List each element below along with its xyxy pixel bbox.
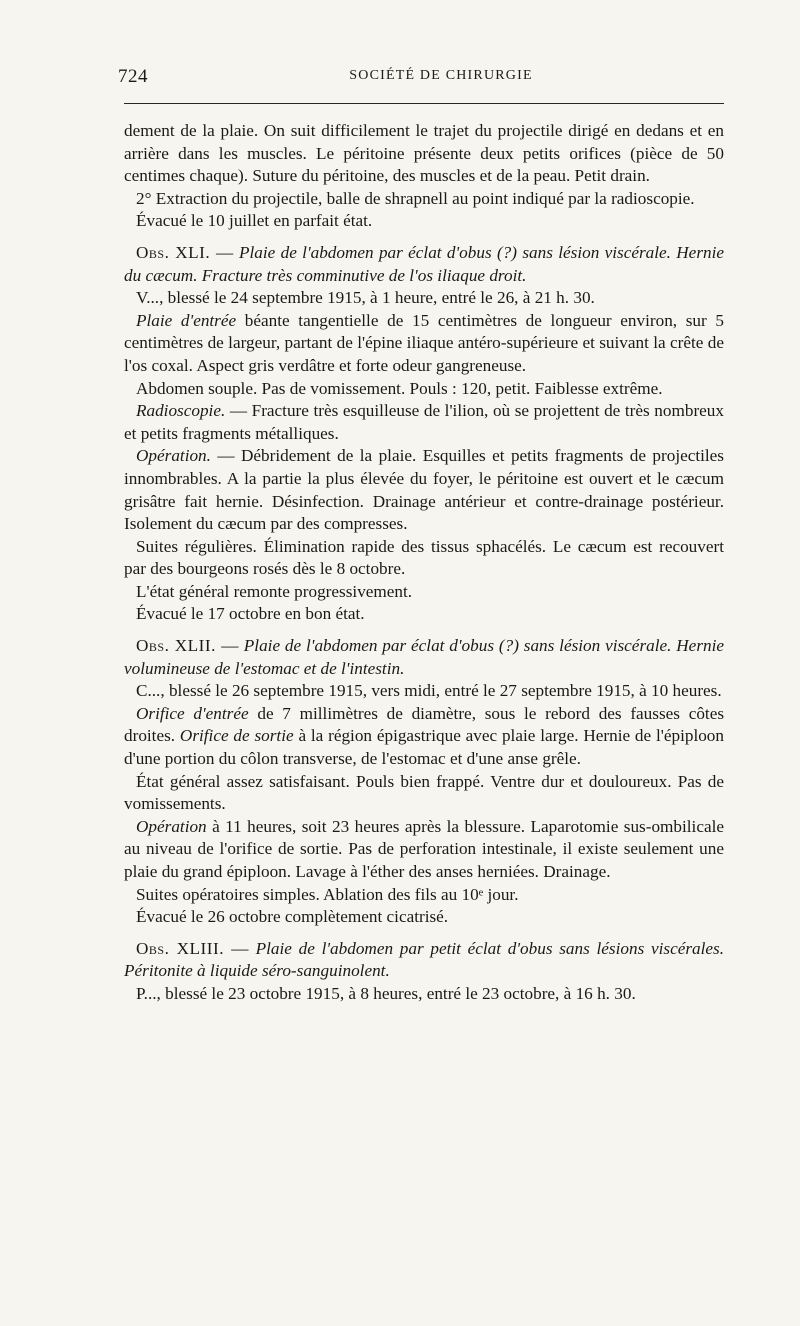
paragraph: Suites régulières. Élimination rapide des tissus sphacélés. Le cæcum est recouvert par des bourgeons rosés dès le 8 octobre. xyxy=(124,536,724,579)
observation-heading xyxy=(124,242,724,287)
paragraph: Évacué le 26 octobre complètement cicatrisé. xyxy=(136,907,449,927)
paragraph: Abdomen souple. Pas de vomissement. Pouls : 120, petit. Faiblesse extrême. xyxy=(136,378,663,398)
observation-title: Plaie de l'abdomen par petit éclat d'obus sans lésions viscérales. Péritonite à liquide séro-sanguinolent. xyxy=(124,938,725,981)
paragraph: V..., blessé le 24 septembre 1915, à 1 heure, entré le 26, à 21 h. 30. xyxy=(136,288,595,308)
section-label: Orifice de sortie xyxy=(179,726,294,746)
observation-label: Obs. XLIII. — xyxy=(136,938,249,958)
observation-label: Obs. XLII. — xyxy=(136,636,239,656)
observation-heading xyxy=(124,938,724,983)
section-label: Radioscopie. xyxy=(136,401,226,421)
page-number: 724 xyxy=(118,66,148,87)
section-text: à la région épigastrique avec plaie large. Hernie de l'épiploon d'une portion du côlon transverse, de l'estomac et d'une anse grêle. xyxy=(124,726,724,769)
section-text: — Fracture très esquilleuse de l'ilion, où se projettent de très nombreux et petits fragments métalliques. xyxy=(124,401,724,443)
paragraph xyxy=(124,400,724,445)
paragraph xyxy=(124,445,724,535)
paragraph: Suites opératoires simples. Ablation des fils au 10ᵉ jour. xyxy=(136,884,519,904)
paragraph: Évacué le 17 octobre en bon état. xyxy=(136,604,365,624)
page-header xyxy=(118,66,724,90)
paragraph: 2° Extraction du projectile, balle de shrapnell au point indiqué par la radioscopie. xyxy=(136,188,695,208)
paragraph: L'état général remonte progressivement. xyxy=(136,581,413,601)
header-rule xyxy=(124,103,724,104)
observation-title: Plaie de l'abdomen par éclat d'obus (?) sans lésion viscérale. Hernie du cæcum. Fracture très comminutive de l'os iliaque droit. xyxy=(124,242,725,285)
section-label: Opération. xyxy=(136,446,211,466)
running-head: SOCIÉTÉ DE CHIRURGIE xyxy=(349,68,533,83)
section-text: béante tangentielle de 15 centimètres de longueur environ, sur 5 centimètres de largeur, partant de l'épine iliaque antéro-supérieure et suivant la crête de l'os coxal. Aspect gris verdâtre et forte odeur gangreneuse. xyxy=(124,310,724,375)
paragraph: État général assez satisfaisant. Pouls bien frappé. Ventre dur et douloureux. Pas de vomissements. xyxy=(124,771,724,814)
observation-heading xyxy=(124,635,724,680)
paragraph: Évacué le 10 juillet en parfait état. xyxy=(136,211,373,231)
section-text: de 7 millimètres de diamètre, sous le rebord des fausses côtes droites. xyxy=(124,703,725,746)
paragraph xyxy=(124,703,724,771)
observation-label: Obs. XLI. — xyxy=(136,242,234,262)
paragraph xyxy=(124,310,724,378)
document-body xyxy=(124,120,724,1006)
paragraph xyxy=(124,816,724,884)
paragraph: C..., blessé le 26 septembre 1915, vers midi, entré le 27 septembre 1915, à 10 heures. xyxy=(136,681,722,701)
paragraph: dement de la plaie. On suit difficilement le trajet du projectile dirigé en dedans et en arrière dans les muscles. Le péritoine présente deux petits orifices (pièce de 50 centimes chaque). Suture du péritoine, des muscles et de la peau. Petit drain. xyxy=(124,121,724,186)
observation-title: Plaie de l'abdomen par éclat d'obus (?) sans lésion viscérale. Hernie volumineuse de l'estomac et de l'intestin. xyxy=(124,636,724,678)
section-label: Plaie d'entrée xyxy=(136,310,237,330)
section-text: — Débridement de la plaie. Esquilles et petits fragments de projectiles innombrables. A la partie la plus élevée du foyer, le péritoine est ouvert et le cæcum grisâtre fait hernie. Désinfection. Drainage antérieur et contre-drainage postérieur. Isolement du cæcum par des compresses. xyxy=(124,446,724,534)
section-label: Orifice d'entrée xyxy=(136,703,249,723)
section-label: Opération xyxy=(136,816,207,836)
section-text: à 11 heures, soit 23 heures après la blessure. Laparotomie sus-ombilicale au niveau de l'orifice de sortie. Pas de perforation intestinale, il existe seulement une plaie du grand épiploon. Lavage à l'éther des anses herniées. Drainage. xyxy=(124,816,724,881)
paragraph: P..., blessé le 23 octobre 1915, à 8 heures, entré le 23 octobre, à 16 h. 30. xyxy=(136,983,636,1003)
